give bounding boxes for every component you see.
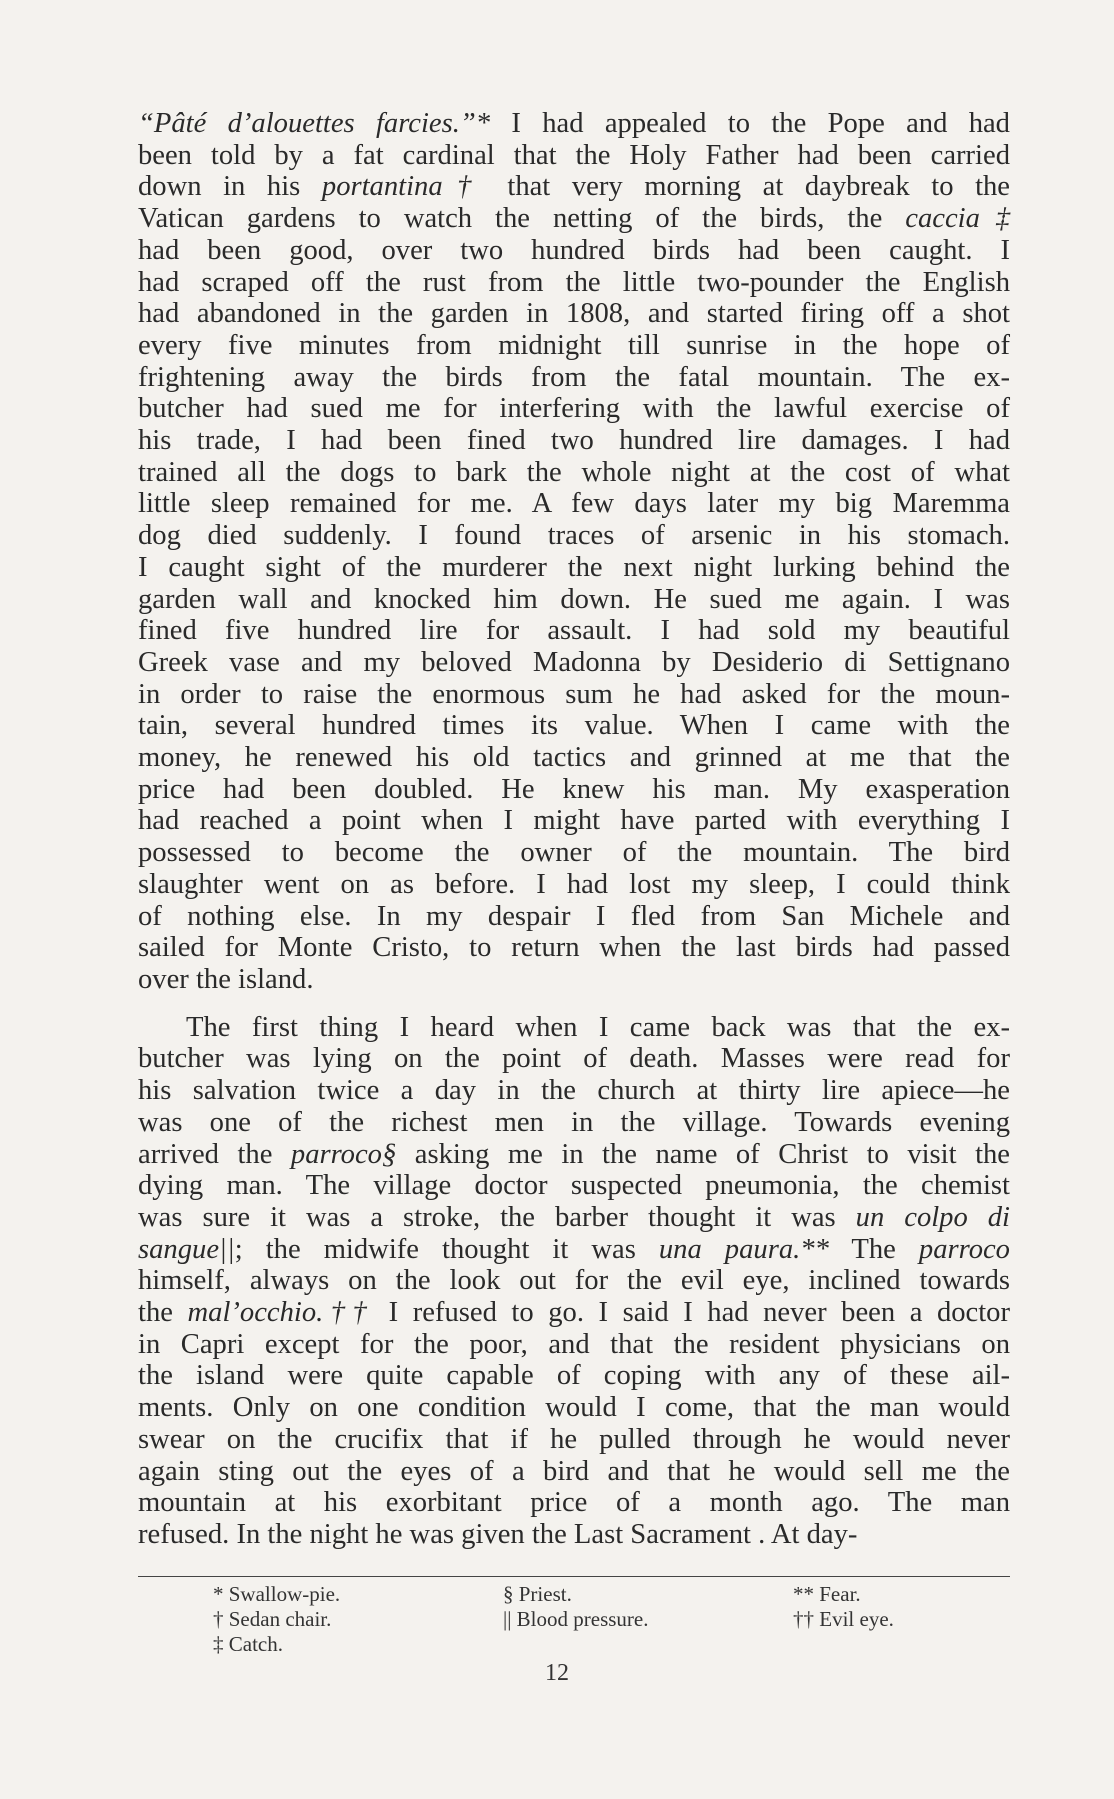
text-line (138, 425, 1010, 457)
italic-phrase: caccia‡ (905, 203, 1010, 235)
text-line (138, 1234, 1010, 1266)
text-run: every five minutes from midnight till sunrise in the hope of (138, 329, 1010, 361)
text-run: in order to raise the enormous sum he had asked for the moun- (138, 678, 1010, 710)
footnote-rule (138, 1576, 1010, 1577)
text-run: had been good, over two hundred birds had been caught. I (138, 234, 1010, 266)
text-line (138, 964, 1010, 996)
footnote-item: †† Evil eye. (793, 1607, 894, 1631)
text-line (138, 203, 1010, 235)
text-line (138, 1456, 1010, 1488)
italic-phrase: parroco§ (290, 1138, 397, 1170)
text-run: I refused to go. I said I had never been a doctor (374, 1297, 1010, 1329)
italic-phrase: una paura.** (658, 1233, 829, 1265)
text-run: little sleep remained for me. A few days later my big Maremma (138, 488, 1010, 520)
text-line (138, 1107, 1010, 1139)
text-run: dog died suddenly. I found traces of arsenic in his stomach. (138, 520, 1010, 552)
text-line (138, 1075, 1010, 1107)
text-line (138, 171, 1010, 203)
text-run: was sure it was a stroke, the barber thought it was (138, 1201, 856, 1233)
text-run: The (828, 1233, 919, 1265)
text-run: price had been doubled. He knew his man. My exasperation (138, 773, 1010, 805)
text-line (138, 1012, 1010, 1044)
text-line (138, 1519, 1010, 1551)
text-line (138, 552, 1010, 584)
footnote-item: ** Fear. (793, 1582, 861, 1606)
text-run: had reached a point when I might have parted with everything I (138, 805, 1010, 837)
text-run: I caught sight of the murderer the next night lurking behind the (138, 551, 1010, 583)
text-line (138, 742, 1010, 774)
text-run: his salvation twice a day in the church at thirty lire apiece—he (138, 1075, 1010, 1107)
text-line (138, 774, 1010, 806)
text-line (138, 837, 1010, 869)
text-line (138, 1360, 1010, 1392)
footnote-item: || Blood pressure. (503, 1607, 649, 1631)
text-run: fined five hundred lire for assault. I had sold my beautiful (138, 615, 1010, 647)
text-line (138, 710, 1010, 742)
text-run: the island were quite capable of coping with any of these ail- (138, 1360, 1010, 1392)
footnote-column-3 (793, 1582, 894, 1632)
text-run: had abandoned in the garden in 1808, and started firing off a shot (138, 298, 1010, 330)
text-run: down in his (138, 171, 322, 203)
text-run: asking me in the name of Christ to visit the (396, 1138, 1010, 1170)
text-run: slaughter went on as before. I had lost my sleep, I could think (138, 868, 1010, 900)
text-line (138, 869, 1010, 901)
text-line (138, 108, 1010, 140)
footnote-column-1 (213, 1582, 340, 1657)
text-line (138, 520, 1010, 552)
text-line (138, 1043, 1010, 1075)
text-line (138, 1424, 1010, 1456)
footnote-item: † Sedan chair. (213, 1607, 332, 1631)
text-run: dying man. The village doctor suspected pneumonia, the chemist (138, 1170, 1010, 1202)
page-number: 12 (545, 1660, 569, 1686)
text-line (138, 1202, 1010, 1234)
italic-phrase: un colpo di (855, 1201, 1010, 1233)
footnote-item: * Swallow-pie. (213, 1582, 341, 1606)
text-run: money, he renewed his old tactics and grinned at me that the (138, 742, 1010, 774)
text-run: I had appealed to the Pope and had (511, 108, 1010, 139)
text-line (138, 1170, 1010, 1202)
text-run: had scraped off the rust from the little two-pounder the English (138, 266, 1010, 298)
text-line (138, 1329, 1010, 1361)
text-line (138, 584, 1010, 616)
text-line (138, 330, 1010, 362)
text-run: sailed for Monte Cristo, to return when the last birds had passed (138, 932, 1010, 964)
text-line (138, 1297, 1010, 1329)
text-run: been told by a fat cardinal that the Holy Father had been carried (138, 139, 1010, 171)
text-line (138, 901, 1010, 933)
text-line (138, 267, 1010, 299)
text-line (138, 932, 1010, 964)
paragraph (138, 108, 1010, 996)
text-line (138, 488, 1010, 520)
text-run: butcher was lying on the point of death. Masses were read for (138, 1043, 1010, 1075)
text-run: The first thing I heard when I came back was that the ex- (186, 1011, 1010, 1043)
italic-phrase: “Pâté d’alouettes farcies.”* (138, 108, 512, 139)
text-line (138, 679, 1010, 711)
text-run: swear on the crucifix that if he pulled through he would never (138, 1423, 1010, 1455)
italic-phrase: sangue|| (138, 1233, 235, 1265)
text-line (138, 235, 1010, 267)
text-line (138, 805, 1010, 837)
text-run: trained all the dogs to bark the whole night at the cost of what (138, 456, 1010, 488)
text-run: himself, always on the look out for the evil eye, inclined towards (138, 1265, 1010, 1297)
footnote-column-2 (503, 1582, 648, 1632)
text-run: Vatican gardens to watch the netting of the birds, the (138, 203, 906, 235)
text-line (138, 298, 1010, 330)
text-run: tain, several hundred times its value. When I came with the (138, 710, 1010, 742)
text-line (138, 1392, 1010, 1424)
text-run: over the island. (138, 963, 314, 995)
italic-phrase: parroco (918, 1233, 1010, 1265)
text-run: that very morning at daybreak to the (485, 171, 1010, 203)
text-run: garden wall and knocked him down. He sued me again. I was (138, 583, 1010, 615)
text-run: arrived the (138, 1138, 291, 1170)
text-run: Greek vase and my beloved Madonna by Desiderio di Settignano (138, 646, 1010, 678)
text-run: the (138, 1297, 188, 1329)
text-line (138, 140, 1010, 172)
text-run: ; the midwife thought it was (234, 1233, 659, 1265)
text-run: mountain at his exorbitant price of a month ago. The man (138, 1487, 1010, 1519)
text-run: was one of the richest men in the village. Towards evening (138, 1106, 1010, 1138)
text-line (138, 1265, 1010, 1297)
text-run: butcher had sued me for interfering with the lawful exercise of (138, 393, 1010, 425)
text-run: frightening away the birds from the fatal mountain. The ex- (138, 361, 1010, 393)
text-line (138, 457, 1010, 489)
text-run: possessed to become the owner of the mountain. The bird (138, 837, 1010, 869)
text-line (138, 647, 1010, 679)
footnote-item: ‡ Catch. (213, 1632, 283, 1656)
text-line (138, 393, 1010, 425)
footnote-item: § Priest. (503, 1582, 572, 1606)
text-run: in Capri except for the poor, and that the resident physicians on (138, 1328, 1010, 1360)
text-line (138, 615, 1010, 647)
text-line (138, 1139, 1010, 1171)
italic-phrase: portantina† (321, 171, 486, 203)
text-run: of nothing else. In my despair I fled from San Michele and (138, 900, 1010, 932)
text-run: again sting out the eyes of a bird and that he would sell me the (138, 1455, 1010, 1487)
text-line (138, 1487, 1010, 1519)
text-run: his trade, I had been fined two hundred lire damages. I had (138, 425, 1010, 457)
body-text (138, 108, 1010, 1551)
text-run: refused. In the night he was given the Last Sacrament . At day- (138, 1518, 858, 1550)
italic-phrase: mal’occhio.†† (187, 1297, 375, 1329)
text-run: ments. Only on one condition would I come, that the man would (138, 1392, 1010, 1424)
paragraph (138, 1012, 1010, 1551)
text-line (138, 362, 1010, 394)
